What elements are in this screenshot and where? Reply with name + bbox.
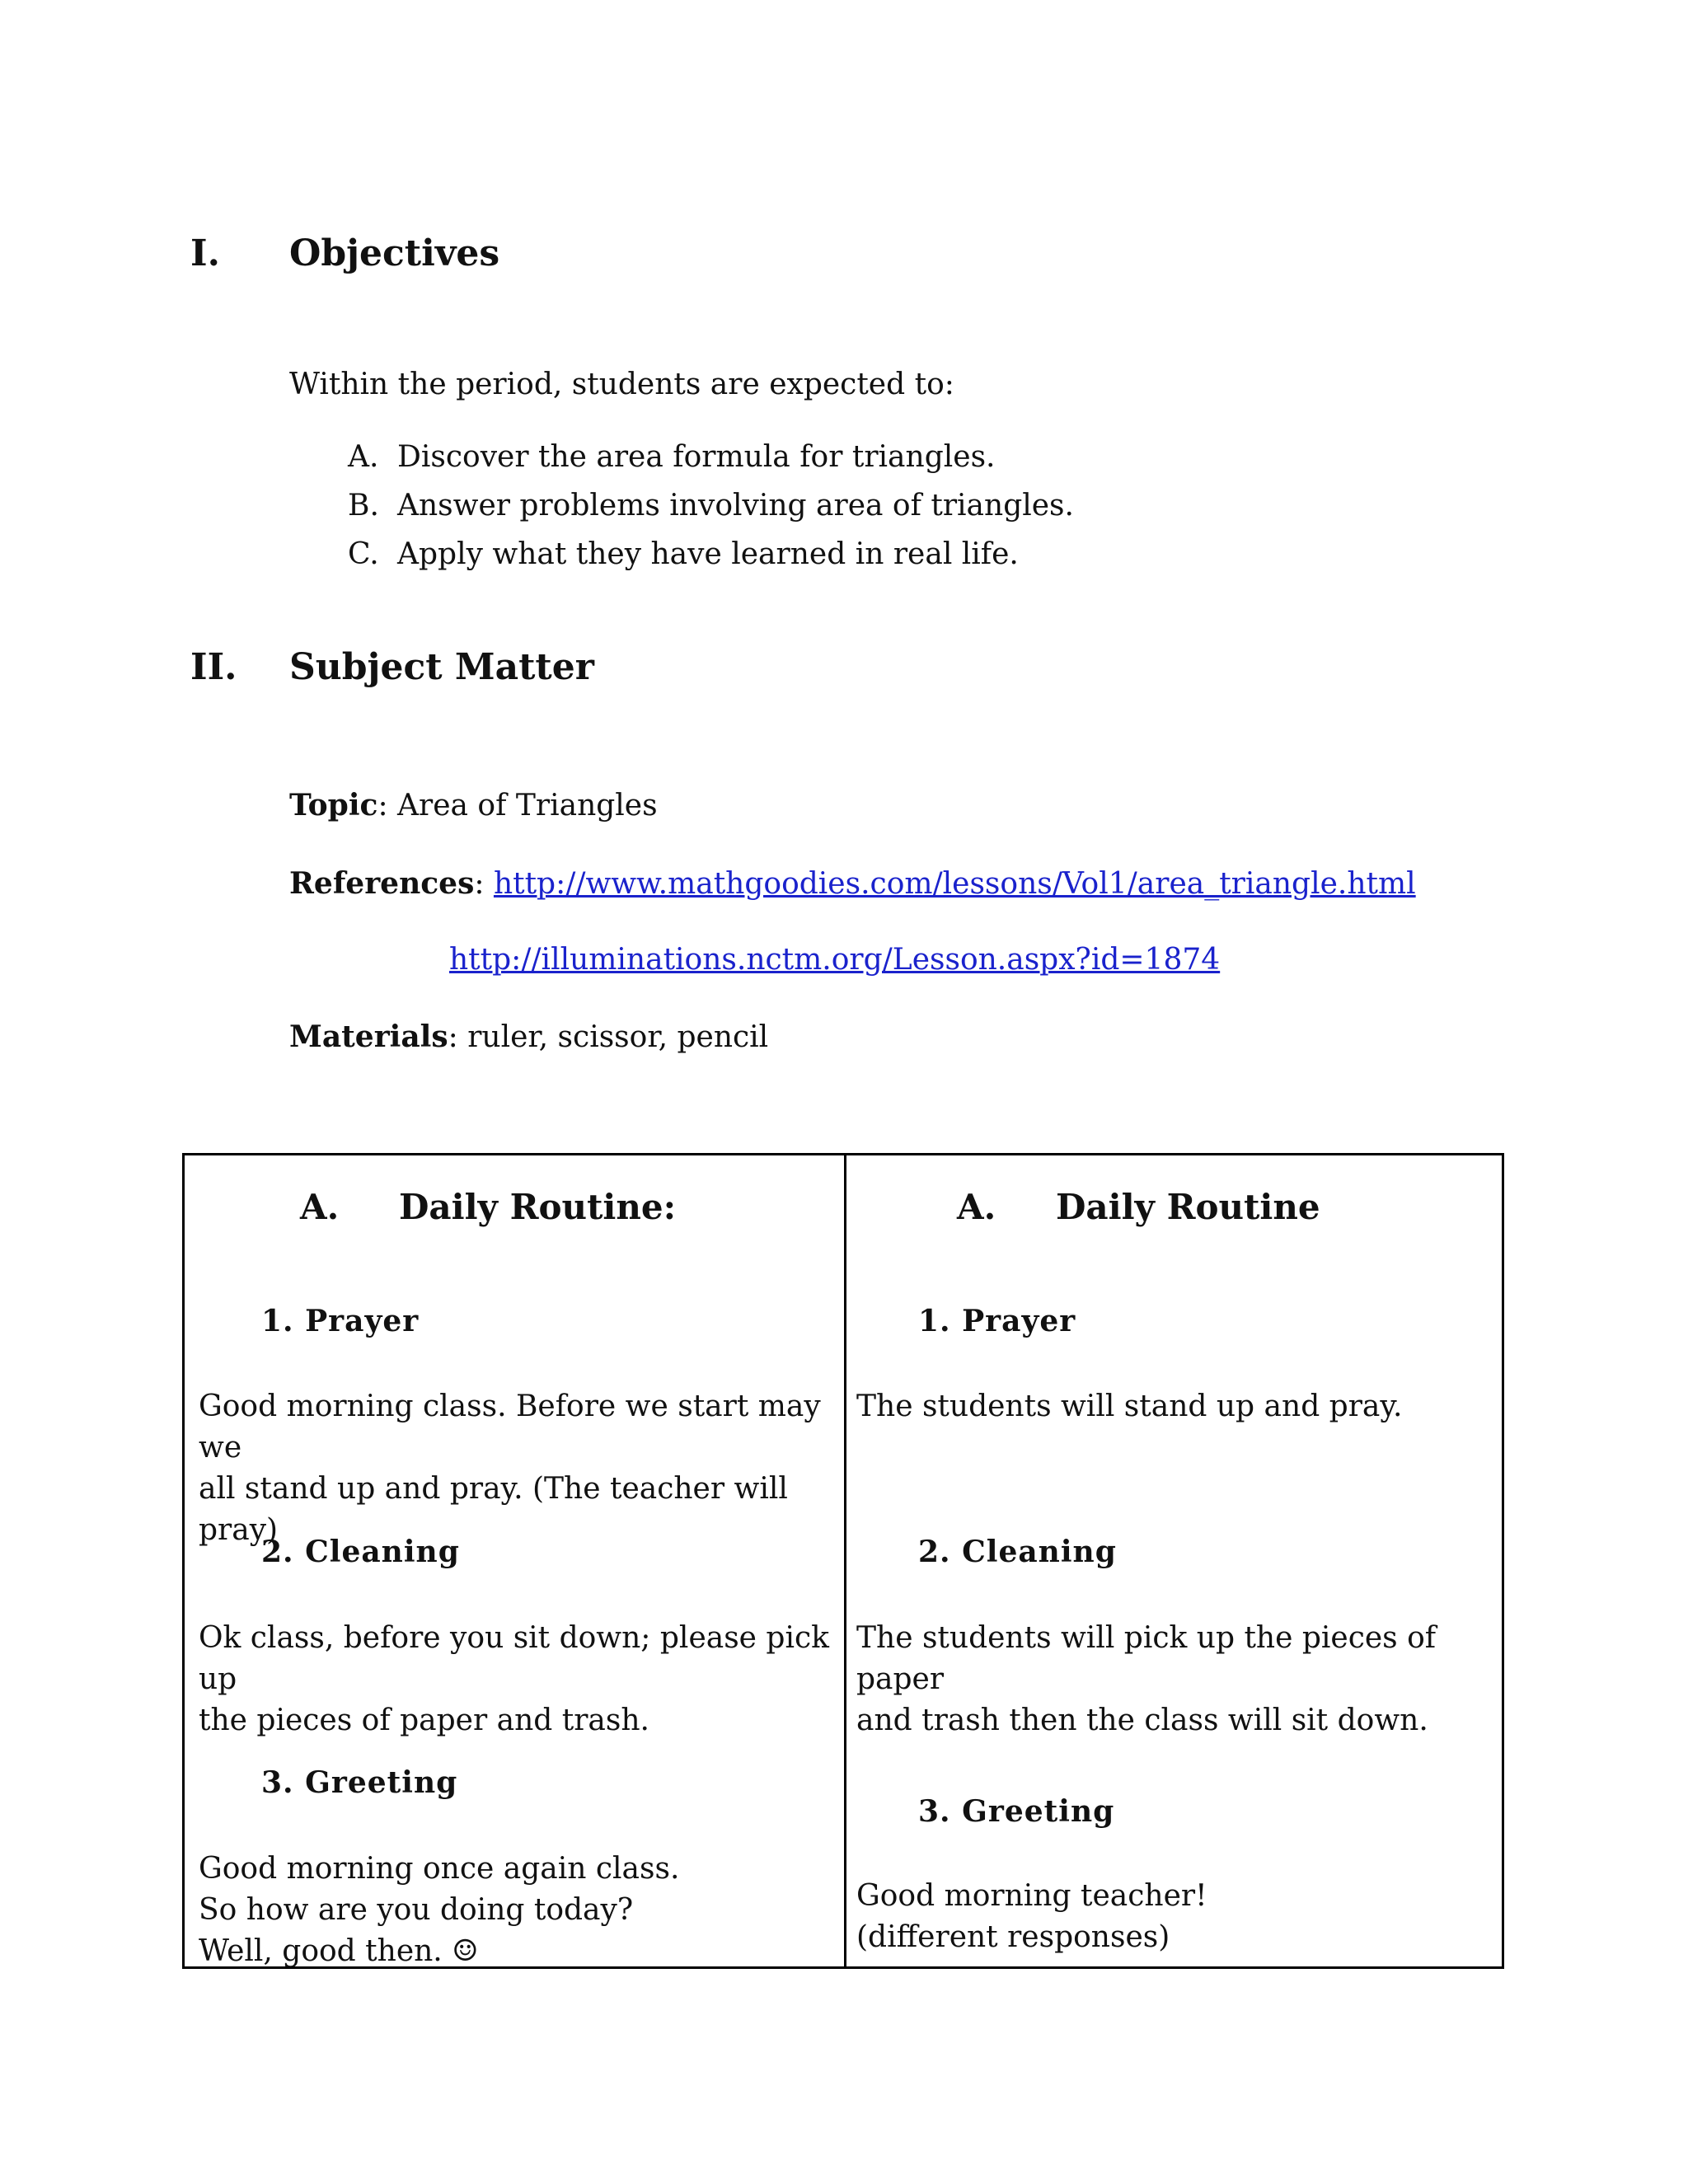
reference-link-2[interactable]: http://illuminations.nctm.org/Lesson.aspx?id=1874 (449, 943, 1221, 977)
materials-line (289, 1019, 768, 1054)
section-title-objectives: Objectives (289, 232, 500, 274)
materials-value: : ruler, scissor, pencil (448, 1020, 769, 1054)
column-heading-letter: A. (957, 1187, 996, 1227)
column-heading-title: Daily Routine (1056, 1187, 1320, 1227)
section-number-subject-matter: II. (190, 646, 237, 688)
reference-line-2 (449, 943, 1220, 977)
student-column (846, 1155, 1502, 1966)
section-title-subject-matter: Subject Matter (289, 646, 594, 688)
references-separator: : (474, 867, 494, 901)
list-item-letter: C. (348, 537, 379, 571)
item-body-prayer: Good morning class. Before we start may we all stand up and pray. (The teacher will pray) (199, 1390, 821, 1547)
list-item-text: Answer problems involving area of triangles. (397, 489, 1074, 523)
item-body-cleaning: The students will pick up the pieces of paper and trash then the class will sit down. (856, 1621, 1437, 1737)
item-body-greeting: Good morning once again class. So how are you doing today? Well, good then. ☺ (199, 1852, 680, 1968)
list-item-text: Discover the area formula for triangles. (397, 440, 996, 474)
item-body-greeting: Good morning teacher! (different responses) (856, 1879, 1207, 1954)
column-heading-letter: A. (300, 1187, 340, 1227)
item-heading-greeting: 3. Greeting (918, 1794, 1115, 1829)
list-item-letter: A. (348, 440, 379, 474)
item-heading-prayer: 1. Prayer (261, 1304, 420, 1338)
item-body-prayer: The students will stand up and pray. (856, 1390, 1403, 1423)
reference-link-1[interactable]: http://www.mathgoodies.com/lessons/Vol1/area_triangle.html (493, 867, 1416, 901)
list-item-letter: B. (348, 489, 379, 523)
item-heading-prayer: 1. Prayer (918, 1304, 1076, 1338)
topic-value: : Area of Triangles (377, 789, 658, 823)
materials-label: Materials (289, 1019, 448, 1054)
topic-line (289, 788, 658, 823)
item-heading-greeting: 3. Greeting (261, 1765, 458, 1800)
routine-table (182, 1153, 1504, 1969)
list-item-text: Apply what they have learned in real life. (397, 537, 1019, 571)
references-line (289, 866, 1416, 901)
item-body-cleaning: Ok class, before you sit down; please pick up the pieces of paper and trash. (199, 1621, 829, 1737)
objectives-intro: Within the period, students are expected to: (289, 368, 954, 401)
column-heading-title: Daily Routine: (399, 1187, 677, 1227)
topic-label: Topic (289, 788, 378, 823)
item-heading-cleaning: 2. Cleaning (261, 1535, 460, 1569)
item-heading-cleaning: 2. Cleaning (918, 1535, 1117, 1569)
references-label: References (289, 866, 475, 901)
teacher-column (185, 1155, 844, 1966)
section-number-objectives: I. (190, 232, 220, 274)
